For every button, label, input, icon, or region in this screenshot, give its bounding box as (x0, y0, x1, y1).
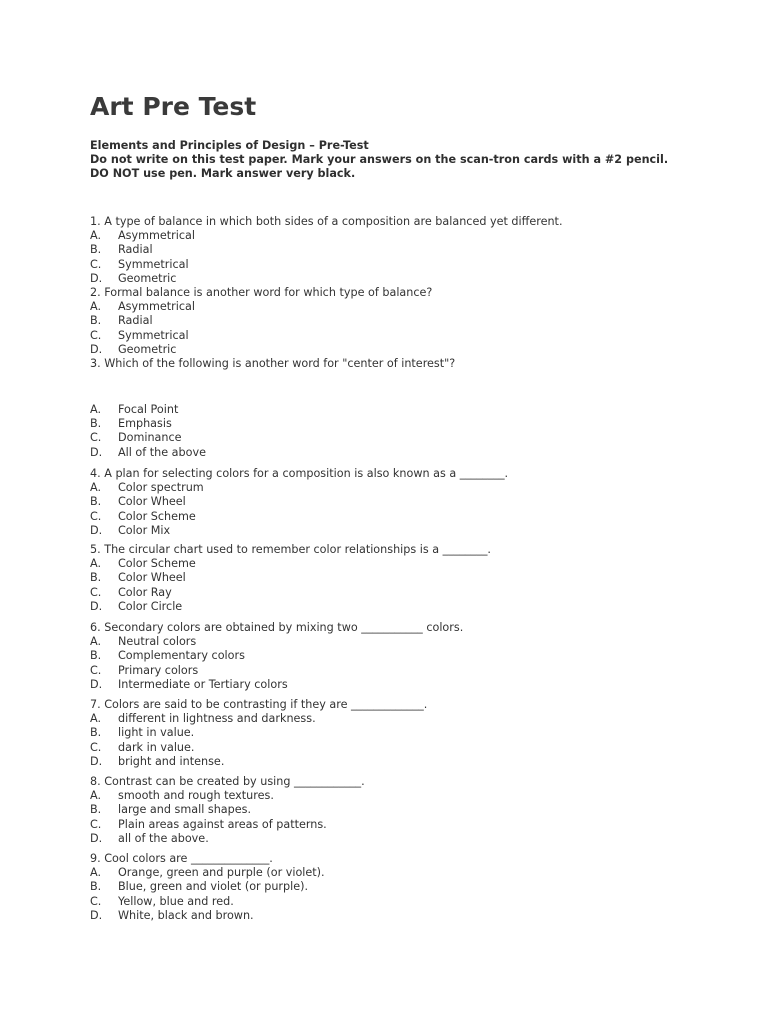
option-text: Asymmetrical (118, 300, 195, 314)
answer-option (90, 832, 365, 846)
question-stem: 5. The circular chart used to remember color relationships is a ________. (90, 543, 491, 556)
option-text: Focal Point (118, 403, 179, 416)
option-letter: A. (90, 866, 102, 880)
answer-option (90, 895, 325, 909)
option-letter: B. (90, 726, 102, 740)
answer-option (90, 909, 325, 923)
answer-option (90, 417, 206, 431)
answer-option (90, 600, 491, 614)
option-text: Color spectrum (118, 481, 204, 495)
option-letter: A. (90, 403, 102, 416)
option-text: Orange, green and purple (or violet). (118, 866, 325, 880)
answer-option (90, 726, 427, 740)
test-instructions (90, 139, 668, 181)
option-letter: C. (90, 431, 102, 445)
answer-option (90, 524, 508, 538)
answer-option (90, 258, 563, 272)
answer-option (90, 229, 563, 243)
option-text: light in value. (118, 726, 195, 740)
instruction-line: Do not write on this test paper. Mark your answers on the scan-tron cards with a #2 pencil. (90, 153, 669, 166)
answer-option (90, 481, 508, 495)
answer-option (90, 446, 206, 460)
option-text: All of the above (118, 445, 206, 459)
option-letter: C. (90, 740, 102, 754)
answer-option (90, 571, 491, 585)
answer-option (90, 403, 206, 417)
option-text: Geometric (118, 271, 177, 285)
answer-option (90, 329, 432, 343)
answer-option (90, 664, 463, 678)
option-text: Color Scheme (118, 509, 196, 523)
answer-option (90, 343, 432, 357)
option-text: Emphasis (118, 417, 172, 431)
question-9 (90, 852, 325, 923)
test-subtitle: Elements and Principles of Design – Pre-Test (90, 139, 369, 152)
option-letter: B. (90, 314, 102, 328)
option-letter: D. (90, 271, 103, 285)
answer-option (90, 495, 508, 509)
option-text: bright and intense. (118, 754, 225, 768)
option-text: Color Ray (118, 585, 172, 599)
option-text: Color Circle (118, 599, 183, 613)
question-stem: 1. A type of balance in which both sides of a composition are balanced yet different. (90, 215, 563, 228)
option-letter: B. (90, 571, 102, 585)
option-letter: A. (90, 557, 102, 571)
option-text: Color Mix (118, 523, 171, 537)
answer-option (90, 755, 427, 769)
answer-option (90, 272, 563, 286)
option-letter: A. (90, 635, 102, 649)
answer-option (90, 586, 491, 600)
answer-option (90, 243, 563, 257)
question-stem: 7. Colors are said to be contrasting if they are _____________. (90, 698, 428, 711)
option-letter: D. (90, 677, 103, 691)
option-text: Primary colors (118, 663, 199, 677)
option-text: Complementary colors (118, 649, 245, 663)
option-letter: A. (90, 300, 102, 314)
option-text: Neutral colors (118, 635, 197, 649)
question-8 (90, 775, 365, 846)
answer-option (90, 712, 427, 726)
option-text: Plain areas against areas of patterns. (118, 817, 327, 831)
option-text: Color Scheme (118, 557, 196, 571)
question-2 (90, 286, 432, 357)
answer-option (90, 678, 463, 692)
option-letter: B. (90, 243, 102, 257)
option-text: Radial (118, 243, 153, 257)
option-letter: D. (90, 754, 103, 768)
option-letter: B. (90, 649, 102, 663)
option-text: Color Wheel (118, 495, 186, 509)
option-letter: C. (90, 817, 102, 831)
question-1 (90, 215, 563, 286)
answer-option (90, 803, 365, 817)
answer-option (90, 866, 325, 880)
answer-option (90, 880, 325, 894)
answer-option (90, 789, 365, 803)
option-letter: C. (90, 509, 102, 523)
option-letter: D. (90, 342, 103, 356)
option-letter: A. (90, 712, 102, 726)
option-text: Symmetrical (118, 328, 189, 342)
answer-option (90, 300, 432, 314)
option-text: Blue, green and violet (or purple). (118, 880, 309, 894)
question-stem: 4. A plan for selecting colors for a composition is also known as a ________. (90, 467, 509, 480)
option-letter: D. (90, 599, 103, 613)
answer-option (90, 510, 508, 524)
question-6 (90, 621, 463, 692)
option-text: Radial (118, 314, 153, 328)
option-text: all of the above. (118, 831, 209, 845)
option-letter: D. (90, 523, 103, 537)
question-stem: 6. Secondary colors are obtained by mixing two ___________ colors. (90, 621, 464, 634)
question-stem: 2. Formal balance is another word for which type of balance? (90, 286, 433, 299)
answer-option (90, 741, 427, 755)
option-letter: D. (90, 908, 103, 922)
answer-option (90, 818, 365, 832)
question-stem: 9. Cool colors are ______________. (90, 852, 273, 865)
question-3 (90, 357, 455, 371)
option-text: White, black and brown. (118, 908, 254, 922)
option-letter: D. (90, 445, 103, 459)
option-letter: B. (90, 495, 102, 509)
question-stem: 8. Contrast can be created by using ____________. (90, 775, 365, 788)
option-letter: B. (90, 417, 102, 431)
option-text: dark in value. (118, 740, 195, 754)
page-title: Art Pre Test (90, 92, 257, 121)
option-letter: A. (90, 229, 102, 243)
option-letter: A. (90, 789, 102, 803)
option-text: Intermediate or Tertiary colors (118, 677, 288, 691)
option-text: Asymmetrical (118, 229, 195, 243)
option-text: different in lightness and darkness. (118, 712, 316, 726)
answer-option (90, 635, 463, 649)
answer-option (90, 314, 432, 328)
option-text: Geometric (118, 342, 177, 356)
question-7 (90, 698, 427, 769)
option-letter: C. (90, 328, 102, 342)
answer-option (90, 557, 491, 571)
answer-option (90, 431, 206, 445)
option-letter: C. (90, 894, 102, 908)
option-text: large and small shapes. (118, 803, 252, 817)
option-letter: C. (90, 257, 102, 271)
option-text: Yellow, blue and red. (118, 894, 234, 908)
answer-option (90, 649, 463, 663)
option-text: Symmetrical (118, 257, 189, 271)
question-5 (90, 543, 491, 614)
question-3-options (90, 403, 206, 460)
option-text: Dominance (118, 431, 182, 445)
option-text: Color Wheel (118, 571, 186, 585)
option-text: smooth and rough textures. (118, 789, 274, 803)
option-letter: A. (90, 481, 102, 495)
question-4 (90, 467, 508, 538)
option-letter: C. (90, 585, 102, 599)
instruction-line: DO NOT use pen. Mark answer very black. (90, 167, 356, 180)
option-letter: B. (90, 880, 102, 894)
option-letter: C. (90, 663, 102, 677)
option-letter: D. (90, 831, 103, 845)
question-stem: 3. Which of the following is another word for "center of interest"? (90, 357, 456, 370)
option-letter: B. (90, 803, 102, 817)
